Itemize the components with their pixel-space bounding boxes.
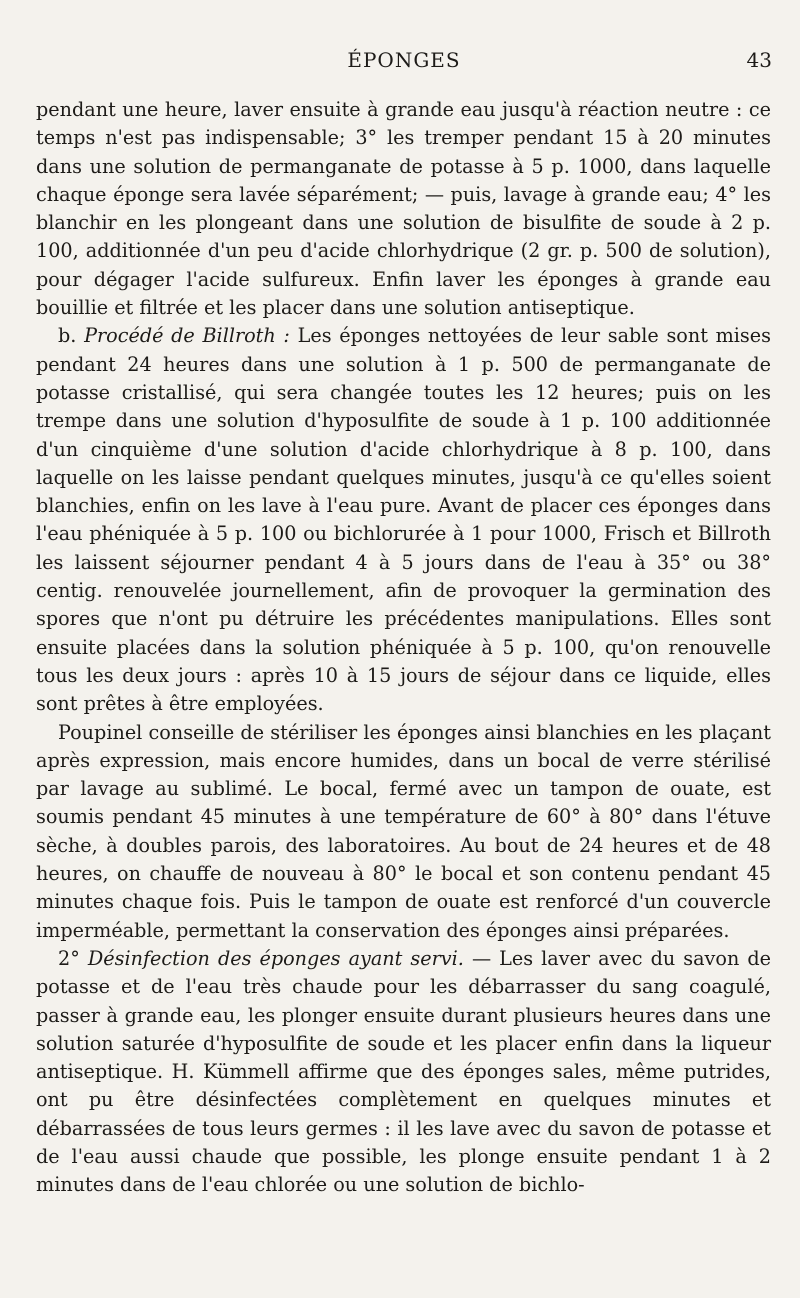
paragraph-prefix: 2°: [58, 946, 80, 970]
paragraph-billroth-procedure: [36, 322, 771, 718]
paragraph-text: — Les laver avec du savon de potasse et de l'eau très chaude pour les débarrasser du sang coagulé, passer à grande eau, les plonger ensuite durant plusieurs heures dans une solution saturée d'hyposulfite de soude et les placer enfin dans la liqueur antiseptique. H. Kümmell affirme que des éponges sales, même putrides, ont pu être désinfectées complètement en quelques minutes et débarrassées de tous leurs germes : il les lave avec du savon de potasse et de l'eau aussi chaude que possible, les plonge ensuite pendant 1 à 2 minutes dans de l'eau chlorée ou une solution de bichlo-: [36, 946, 771, 1197]
paragraph-continuation: [36, 96, 771, 322]
section-label: Procédé de Billroth :: [84, 324, 290, 348]
paragraph-text: Les éponges nettoyées de leur sable sont mises pendant 24 heures dans une solution à 1 p. 500 de permanganate de potasse cristallisé, qui sera changée toutes les 12 heures; puis on les trempe dans une solution d'hyposulfite de soude à 1 p. 100 additionnée d'un cinquième d'une solution d'acide chlorhydrique à 8 p. 100, dans laquelle on les laisse pendant quelques minutes, jusqu'à ce qu'elles soient blanchies, enfin on les lave à l'eau pure. Avant de placer ces éponges dans l'eau phéniquée à 5 p. 100 ou bichlorurée à 1 pour 1000, Frisch et Billroth les laissent séjourner pendant 4 à 5 jours dans de l'eau à 35° ou 38° centig. renouvelée journellement, afin de provoquer la germination des spores que n'ont pu détruire les précédentes manipulations. Elles sont ensuite placées dans la solution phéniquée à 5 p. 100, qu'on renouvelle tous les deux jours : après 10 à 15 jours de séjour dans ce liquide, elles sont prêtes à être employées.: [36, 324, 771, 716]
page-number: 43: [746, 48, 772, 72]
paragraph-text: Poupinel conseille de stériliser les éponges ainsi blanchies en les plaçant après expression, mais encore humides, dans un bocal de verre stérilisé par lavage au sublimé. Le bocal, fermé avec un tampon de ouate, est soumis pendant 45 minutes à une température de 60° à 80° dans l'étuve sèche, à doubles parois, des laboratoires. Au bout de 24 heures et de 48 heures, on chauffe de nouveau à 80° le bocal et son contenu pendant 45 minutes chaque fois. Puis le tampon de ouate est renforcé d'un couvercle imperméable, permettant la conservation des éponges ainsi préparées.: [36, 720, 771, 942]
running-header: [36, 48, 772, 78]
body-text: [36, 96, 771, 1200]
paragraph-disinfection: [36, 945, 771, 1200]
paragraph-poupinel: [36, 719, 771, 945]
header-title: ÉPONGES: [347, 48, 461, 72]
section-label: Désinfection des éponges ayant servi.: [87, 946, 464, 970]
paragraph-text: pendant une heure, laver ensuite à grande eau jusqu'à réaction neutre : ce temps n'est pas indispensable; 3° les tremper pendant 15 à 20 minutes dans une solution de permanganate de potasse à 5 p. 1000, dans laquelle chaque éponge sera lavée séparément; — puis, lavage à grande eau; 4° les blanchir en les plongeant dans une solution de bisulfite de soude à 2 p. 100, additionnée d'un peu d'acide chlorhydrique (2 gr. p. 500 de solution), pour dégager l'acide sulfureux. Enfin laver les éponges à grande eau bouillie et filtrée et les placer dans une solution antiseptique.: [36, 98, 771, 320]
paragraph-prefix: b.: [58, 324, 77, 348]
